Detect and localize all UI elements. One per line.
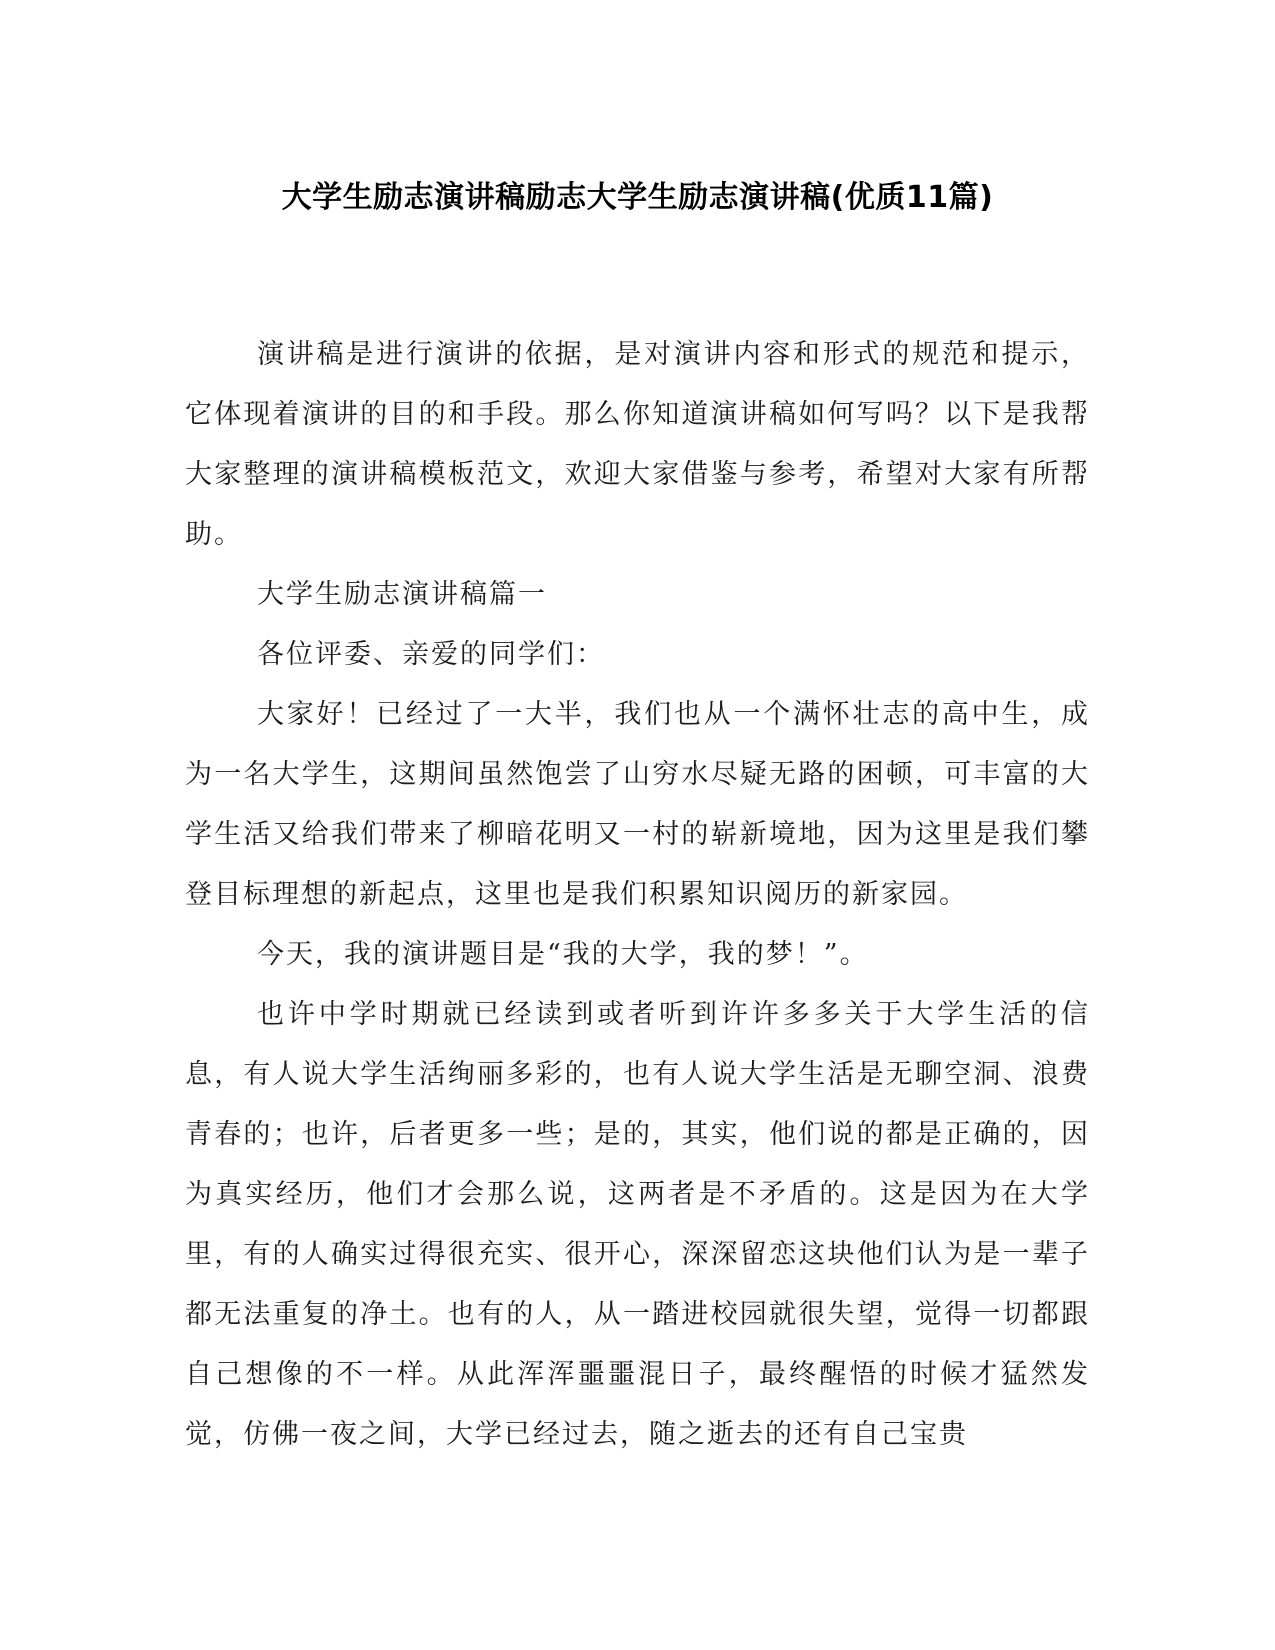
document-body bbox=[185, 325, 1090, 1465]
body-paragraph: 大家好！已经过了一大半，我们也从一个满怀壮志的高中生，成为一名大学生，这期间虽然饱尝了山穷水尽疑无路的困顿，可丰富的大学生活又给我们带来了柳暗花明又一村的崭新境地，因为这里是我们攀登目标理想的新起点，这里也是我们积累知识阅历的新家园。 bbox=[185, 699, 1090, 910]
speech-topic-paragraph: 今天，我的演讲题目是“我的大学，我的梦！”。 bbox=[257, 939, 869, 970]
salutation-paragraph: 各位评委、亲爱的同学们： bbox=[257, 639, 605, 670]
document-title: 大学生励志演讲稿励志大学生励志演讲稿(优质11篇) bbox=[281, 180, 994, 215]
section-heading: 大学生励志演讲稿篇一 bbox=[257, 579, 547, 610]
body-paragraph: 也许中学时期就已经读到或者听到许许多多关于大学生活的信息，有人说大学生活绚丽多彩的，也有人说大学生活是无聊空洞、浪费青春的；也许，后者更多一些；是的，其实，他们说的都是正确的，因为真实经历，他们才会那么说，这两者是不矛盾的。这是因为在大学里，有的人确实过得很充实、很开心，深深留恋这块他们认为是一辈子都无法重复的净土。也有的人，从一踏进校园就很失望，觉得一切都跟自己想像的不一样。从此浑浑噩噩混日子，最终醒悟的时候才猛然发觉，仿佛一夜之间，大学已经过去，随之逝去的还有自己宝贵 bbox=[185, 999, 1090, 1450]
intro-paragraph: 演讲稿是进行演讲的依据，是对演讲内容和形式的规范和提示，它体现着演讲的目的和手段。那么你知道演讲稿如何写吗？以下是我帮大家整理的演讲稿模板范文，欢迎大家借鉴与参考，希望对大家有所帮助。 bbox=[185, 339, 1090, 550]
